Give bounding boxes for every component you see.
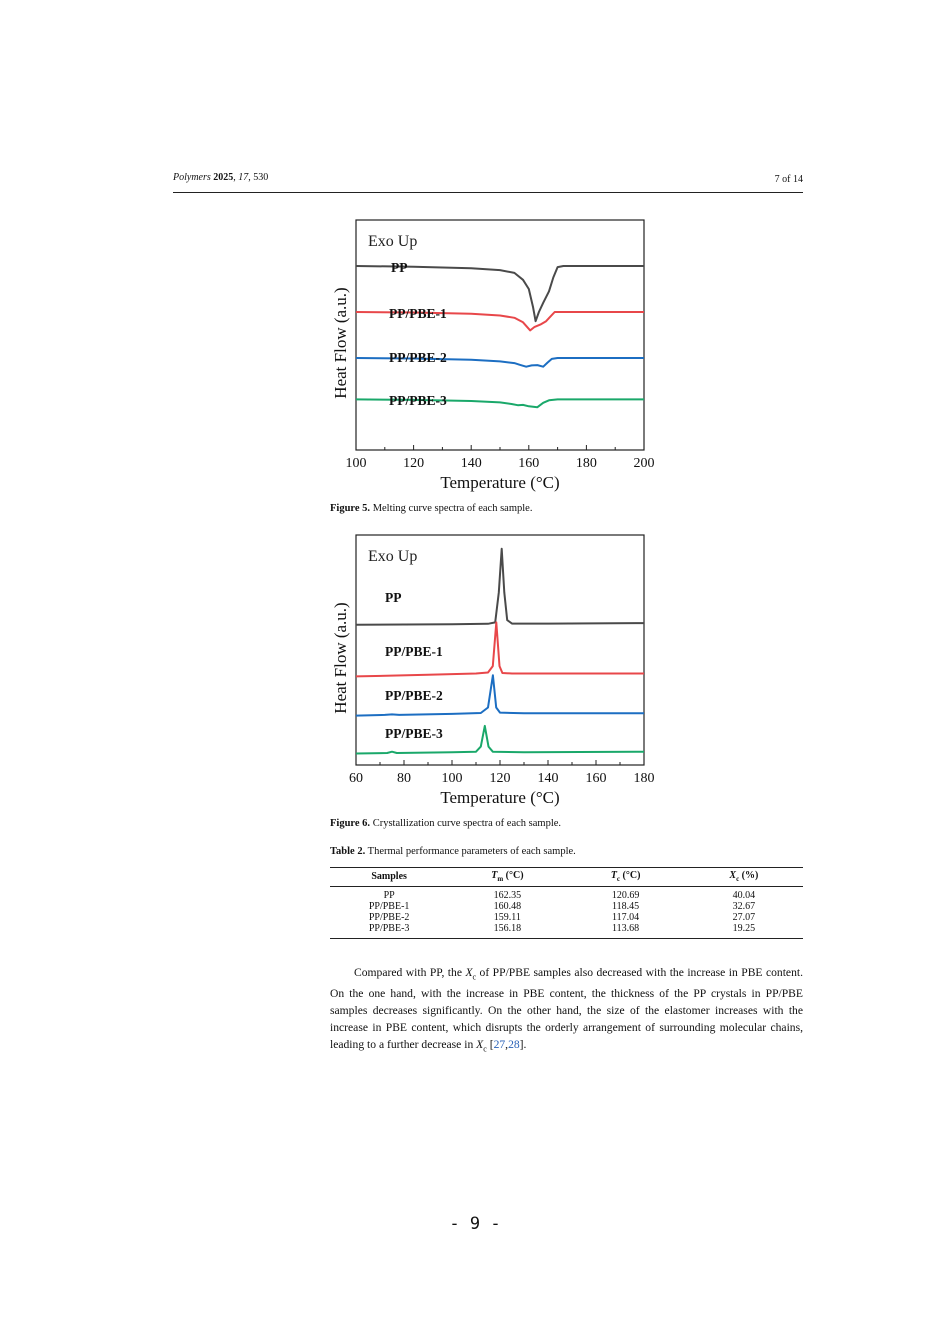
series-label: PP/PBE-3 (389, 393, 447, 408)
x-axis-label: Temperature (°C) (440, 788, 560, 807)
series-label: PP/PBE-3 (385, 726, 443, 741)
header-tm: $T_m$ (°C) (448, 868, 566, 887)
cell: 32.67 (732, 901, 756, 912)
cell: PP/PBE-2 (368, 912, 410, 923)
body-paragraph: Compared with PP, the $X_c$ of PP/PBE samples also decreased with the increase in PBE content. On the one hand, with the increase in PBE content, the thickness of the PP crystals in PP/PBE samples decreases significantly. On the other hand, the size of the elastomer increases with the increase in PBE content, which disrupts the orderly arrangement of surrounding molecular chains, leading to a further decrease in $X_c$ [27,28]. (330, 966, 803, 1054)
series-label: PP/PBE-2 (389, 350, 447, 365)
x-tick-label: 160 (518, 456, 540, 471)
y-axis-label: Heat Flow (a.u.) (331, 287, 350, 399)
x-axis-label: Temperature (°C) (440, 473, 560, 492)
cell: PP/PBE-1 (368, 901, 410, 912)
x-tick-label: 160 (585, 771, 607, 786)
cell: PP (383, 890, 395, 901)
table-2 (330, 867, 803, 939)
x-tick-label: 60 (349, 771, 363, 786)
table-row (330, 887, 803, 902)
cell: 160.48 (493, 901, 522, 912)
cell: 162.35 (493, 890, 522, 901)
x-tick-label: 140 (460, 456, 482, 471)
x-tick-label: 100 (441, 771, 463, 786)
figure-5-caption: Figure 5. Melting curve spectra of each sample. (330, 503, 533, 514)
cell: 113.68 (567, 923, 685, 939)
cell: 117.04 (612, 912, 640, 923)
x-tick-label: 200 (633, 456, 655, 471)
figure-5-melting-chart (325, 212, 665, 497)
journal-citation: Polymers 2025, 17, 530 (173, 172, 269, 183)
cell: 19.25 (685, 923, 803, 939)
cell: 118.45 (612, 901, 640, 912)
series-label: PP/PBE-1 (389, 306, 447, 321)
y-axis-label: Heat Flow (a.u.) (331, 602, 350, 714)
cell: 159.11 (493, 912, 521, 923)
series-label: PP (385, 590, 402, 605)
table-2-caption: Table 2. Thermal performance parameters of each sample. (330, 846, 576, 857)
header-tc: $T_c$ (°C) (567, 868, 685, 887)
x-tick-label: 100 (345, 456, 367, 471)
series-label: PP (391, 260, 408, 275)
table-header-row (330, 868, 803, 887)
cell: 156.18 (448, 923, 566, 939)
table-row (330, 912, 803, 923)
exo-up-annotation: Exo Up (368, 233, 418, 250)
page-header (173, 172, 803, 193)
series-label: PP/PBE-2 (385, 688, 443, 703)
x-tick-label: 120 (403, 456, 425, 471)
x-tick-label: 180 (575, 456, 597, 471)
page-of: 7 of 14 (774, 174, 803, 185)
x-tick-label: 140 (537, 771, 559, 786)
exo-up-annotation: Exo Up (368, 548, 418, 565)
cell: 120.69 (611, 890, 640, 901)
page-number: - 9 - (449, 1214, 501, 1234)
figure-6-crystallization-chart (325, 527, 665, 812)
header-samples: Samples (330, 868, 448, 887)
cell: PP/PBE-3 (330, 923, 448, 939)
figure-6-caption: Figure 6. Crystallization curve spectra of each sample. (330, 818, 562, 829)
citation-link[interactable]: 27 (493, 1038, 506, 1052)
plot-frame (356, 220, 644, 450)
table-row (330, 923, 803, 939)
x-tick-label: 80 (397, 771, 411, 786)
series-label: PP/PBE-1 (385, 644, 443, 659)
header-xc: $X_c$ (%) (685, 868, 803, 887)
x-tick-label: 180 (633, 771, 655, 786)
table-row (330, 901, 803, 912)
cell: 27.07 (732, 912, 756, 923)
cell: 40.04 (732, 890, 756, 901)
x-tick-label: 120 (489, 771, 511, 786)
citation-link[interactable]: 28 (508, 1038, 520, 1052)
